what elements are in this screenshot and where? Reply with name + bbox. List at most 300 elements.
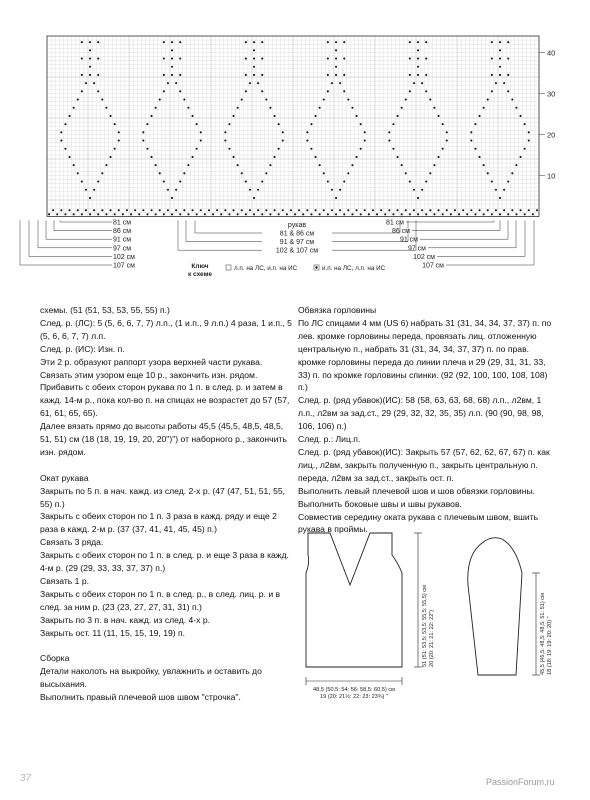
purl-dot bbox=[335, 58, 337, 60]
purl-dot bbox=[507, 74, 509, 76]
purl-dot bbox=[73, 213, 75, 215]
purl-dot bbox=[351, 107, 353, 109]
purl-dot bbox=[89, 213, 91, 215]
purl-dot bbox=[187, 107, 189, 109]
purl-dot bbox=[85, 82, 87, 84]
purl-dot bbox=[81, 74, 83, 76]
purl-dot bbox=[93, 82, 95, 84]
purl-dot bbox=[278, 148, 280, 150]
chart-svg bbox=[0, 0, 590, 290]
purl-dot bbox=[515, 213, 517, 215]
sleeve-schematic bbox=[460, 525, 570, 695]
purl-dot bbox=[315, 209, 317, 211]
purl-dot bbox=[97, 41, 99, 43]
purl-dot bbox=[142, 131, 144, 133]
purl-dot bbox=[347, 209, 349, 211]
purl-dot bbox=[196, 213, 198, 215]
purl-dot bbox=[282, 131, 284, 133]
purl-dot bbox=[101, 172, 103, 174]
purl-dot bbox=[413, 209, 415, 211]
purl-dot bbox=[97, 58, 99, 60]
purl-dot bbox=[64, 148, 66, 150]
purl-dot bbox=[499, 49, 501, 51]
right-paragraph: След. р. (ряд убавок)(ИС): 58 (58, 63, 63, 68, 68) л.п., л2вм, 1 л.п., л2вм за зад.ст., 29 (29, 32, 32, 35, 35) л.п. (90 (90, 98, 98, 106, 106) п.) bbox=[298, 395, 546, 432]
purl-dot bbox=[310, 123, 312, 125]
purl-dot bbox=[479, 115, 481, 117]
purl-dot bbox=[187, 164, 189, 166]
purl-dot bbox=[343, 74, 345, 76]
purl-dot bbox=[167, 82, 169, 84]
purl-dot bbox=[343, 90, 345, 92]
purl-dot bbox=[429, 172, 431, 174]
purl-dot bbox=[179, 90, 181, 92]
purl-dot bbox=[479, 209, 481, 211]
purl-dot bbox=[507, 58, 509, 60]
purl-dot bbox=[413, 189, 415, 191]
purl-dot bbox=[503, 209, 505, 211]
purl-dot bbox=[433, 213, 435, 215]
purl-dot bbox=[499, 213, 501, 215]
purl-dot bbox=[179, 58, 181, 60]
purl-dot bbox=[101, 209, 103, 211]
purl-dot bbox=[339, 209, 341, 211]
vest-height-label-2: 20 (20: 21: 21: 22: 22") bbox=[429, 609, 435, 667]
purl-dot bbox=[524, 148, 526, 150]
purl-dot bbox=[228, 148, 230, 150]
purl-dot bbox=[491, 213, 493, 215]
purl-dot bbox=[167, 209, 169, 211]
row-number: 20 bbox=[547, 130, 556, 140]
left-paragraph: Связать этим узором еще 10 р., закончить изн. рядом. bbox=[40, 369, 258, 380]
purl-dot bbox=[401, 164, 403, 166]
purl-dot bbox=[286, 213, 288, 215]
purl-dot bbox=[409, 213, 411, 215]
purl-dot bbox=[351, 213, 353, 215]
purl-dot bbox=[97, 90, 99, 92]
purl-dot bbox=[520, 209, 522, 211]
purl-dot bbox=[118, 209, 120, 211]
purl-dot bbox=[175, 82, 177, 84]
purl-dot bbox=[302, 213, 304, 215]
purl-dot bbox=[282, 140, 284, 142]
purl-dot bbox=[237, 213, 239, 215]
purl-dot bbox=[155, 213, 157, 215]
purl-dot bbox=[327, 58, 329, 60]
purl-dot bbox=[151, 156, 153, 158]
purl-dot bbox=[483, 164, 485, 166]
purl-dot bbox=[503, 189, 505, 191]
purl-dot bbox=[171, 213, 173, 215]
purl-dot bbox=[241, 209, 243, 211]
purl-dot bbox=[200, 209, 202, 211]
purl-dot bbox=[265, 172, 267, 174]
purl-dot bbox=[335, 74, 337, 76]
purl-dot bbox=[278, 123, 280, 125]
left-paragraph: схемы. (51 (51, 53, 53, 55, 55) п.) bbox=[40, 305, 170, 315]
purl-dot bbox=[499, 66, 501, 68]
purl-dot bbox=[503, 82, 505, 84]
purl-dot bbox=[520, 156, 522, 158]
right-paragraph: Обвязка горловины bbox=[298, 305, 377, 315]
purl-dot bbox=[274, 156, 276, 158]
knitting-chart bbox=[0, 0, 590, 290]
purl-dot bbox=[81, 90, 83, 92]
purl-dot bbox=[528, 131, 530, 133]
purl-dot bbox=[511, 99, 513, 101]
purl-dot bbox=[228, 123, 230, 125]
purl-dot bbox=[224, 140, 226, 142]
sleeve-length-label-1: 45,5 (45,5: 48,5: 48,5: 51: 51) см bbox=[540, 593, 546, 675]
purl-dot bbox=[274, 115, 276, 117]
row-number: 10 bbox=[547, 171, 556, 181]
purl-dot bbox=[48, 213, 50, 215]
purl-dot bbox=[171, 58, 173, 60]
purl-dot bbox=[163, 181, 165, 183]
purl-dot bbox=[163, 74, 165, 76]
purl-dot bbox=[343, 213, 345, 215]
purl-dot bbox=[261, 90, 263, 92]
size-label: 81 см bbox=[113, 219, 132, 227]
purl-dot bbox=[306, 131, 308, 133]
vest-schematic bbox=[298, 525, 458, 720]
purl-dot bbox=[425, 41, 427, 43]
purl-dot bbox=[253, 197, 255, 199]
purl-dot bbox=[269, 107, 271, 109]
right-paragraph: Совместив середину оката рукава с плечевым швом, вшить рукава в проймы. bbox=[298, 511, 541, 535]
vest-width-label-2: 19 (20: 21½: 22: 23: 23¾) " bbox=[320, 694, 388, 700]
purl-dot bbox=[499, 197, 501, 199]
size-label: 102 см bbox=[413, 253, 435, 261]
purl-dot bbox=[77, 172, 79, 174]
right-text-column bbox=[298, 304, 556, 536]
purl-dot bbox=[77, 209, 79, 211]
purl-dot bbox=[310, 148, 312, 150]
purl-dot bbox=[347, 99, 349, 101]
purl-dot bbox=[69, 156, 71, 158]
right-paragraph: По ЛС спицами 4 мм (US 6) набрать 31 (31, 34, 34, 37, 37) п. по лев. кромке горловины переда, провязать лиц. отложенную центральную п., набрать 31 (31, 34, 34, 37, 37) п. по прав. кромке горловины переда до линии плеча и 29 (29, 31, 31, 33, 33) п. по кромке горловины спинки. (92 (92, 100, 100, 108, 108) п.) bbox=[298, 317, 554, 393]
purl-dot bbox=[409, 90, 411, 92]
purl-dot bbox=[253, 213, 255, 215]
purl-dot bbox=[192, 209, 194, 211]
purl-dot bbox=[89, 66, 91, 68]
purl-dot bbox=[507, 90, 509, 92]
purl-dot bbox=[212, 213, 214, 215]
purl-dot bbox=[306, 209, 308, 211]
purl-dot bbox=[483, 213, 485, 215]
sleeve-outline bbox=[468, 538, 522, 675]
purl-dot bbox=[298, 209, 300, 211]
purl-dot bbox=[401, 213, 403, 215]
purl-dot bbox=[335, 49, 337, 51]
purl-dot bbox=[458, 213, 460, 215]
purl-dot bbox=[515, 107, 517, 109]
purl-dot bbox=[233, 209, 235, 211]
purl-dot bbox=[122, 213, 124, 215]
purl-dot bbox=[417, 58, 419, 60]
purl-dot bbox=[499, 41, 501, 43]
size-label: 86 см bbox=[113, 228, 132, 236]
size-label: 102 см bbox=[113, 253, 135, 261]
purl-dot bbox=[487, 172, 489, 174]
purl-dot bbox=[442, 123, 444, 125]
purl-dot bbox=[536, 209, 538, 211]
purl-dot bbox=[261, 41, 263, 43]
purl-dot bbox=[474, 148, 476, 150]
purl-dot bbox=[249, 189, 251, 191]
purl-dot bbox=[253, 66, 255, 68]
key-title: к схеме bbox=[188, 271, 212, 278]
purl-dot bbox=[196, 148, 198, 150]
vest-height-label-1: 51 (51: 53,5: 53,5: 55,5: 55,5) см bbox=[422, 585, 428, 667]
paragraph-gap bbox=[40, 640, 292, 653]
purl-dot bbox=[159, 172, 161, 174]
purl-dot bbox=[417, 41, 419, 43]
purl-dot bbox=[323, 172, 325, 174]
purl-dot bbox=[438, 156, 440, 158]
purl-dot bbox=[425, 90, 427, 92]
purl-dot bbox=[343, 58, 345, 60]
purl-dot bbox=[233, 156, 235, 158]
sleeve-length-label-2: 18 (18: 19: 19: 20: 20) " bbox=[547, 616, 553, 675]
purl-dot bbox=[425, 181, 427, 183]
size-label: 91 см bbox=[113, 236, 132, 244]
size-label: 97 см bbox=[113, 245, 132, 253]
left-paragraph: Сборка bbox=[40, 653, 70, 664]
key-dot-text: и.п. на ЛС, л.п. на ИС bbox=[322, 265, 386, 272]
purl-dot bbox=[343, 181, 345, 183]
purl-dot bbox=[339, 189, 341, 191]
purl-dot bbox=[265, 99, 267, 101]
left-paragraph: След. р. (ЛС): 5 (5, 6, 6, 7, 7) л.п., (1 и.п., 9 л.п.) 4 раза, 1 и.п., 5 (5, 6, 6, 7, 7) л.п. bbox=[40, 317, 295, 341]
purl-dot bbox=[433, 164, 435, 166]
purl-dot bbox=[105, 164, 107, 166]
purl-dot bbox=[93, 189, 95, 191]
purl-dot bbox=[261, 58, 263, 60]
purl-dot bbox=[159, 99, 161, 101]
key-title: Ключ bbox=[191, 263, 209, 270]
vest-outline bbox=[306, 533, 402, 667]
purl-dot bbox=[335, 66, 337, 68]
size-label: 107 см bbox=[422, 262, 444, 270]
purl-dot bbox=[450, 213, 452, 215]
purl-dot bbox=[331, 82, 333, 84]
purl-dot bbox=[421, 189, 423, 191]
purl-dot bbox=[200, 140, 202, 142]
purl-dot bbox=[499, 74, 501, 76]
purl-dot bbox=[97, 181, 99, 183]
purl-dot bbox=[245, 41, 247, 43]
row-number: 40 bbox=[547, 48, 556, 58]
purl-dot bbox=[487, 209, 489, 211]
purl-dot bbox=[388, 140, 390, 142]
left-paragraph: Выполнить правый плечевой шов швом "строчка". bbox=[40, 692, 241, 703]
purl-dot bbox=[524, 123, 526, 125]
sleeve-size-label: 102 & 107 см bbox=[275, 247, 319, 255]
purl-dot bbox=[401, 107, 403, 109]
purl-dot bbox=[126, 209, 128, 211]
purl-dot bbox=[347, 172, 349, 174]
left-paragraph: Закрыть ост. 11 (11, 15, 15, 19, 19) п. bbox=[40, 627, 186, 638]
purl-dot bbox=[474, 123, 476, 125]
purl-dot bbox=[85, 189, 87, 191]
purl-dot bbox=[384, 213, 386, 215]
purl-dot bbox=[397, 209, 399, 211]
purl-dot bbox=[146, 148, 148, 150]
purl-dot bbox=[397, 115, 399, 117]
purl-dot bbox=[392, 148, 394, 150]
purl-dot bbox=[257, 82, 259, 84]
purl-dot bbox=[409, 181, 411, 183]
purl-dot bbox=[89, 197, 91, 199]
purl-dot bbox=[97, 213, 99, 215]
purl-dot bbox=[327, 41, 329, 43]
purl-dot bbox=[409, 74, 411, 76]
purl-dot bbox=[138, 213, 140, 215]
purl-dot bbox=[130, 213, 132, 215]
purl-dot bbox=[245, 213, 247, 215]
purl-dot bbox=[331, 209, 333, 211]
size-label: 97 см bbox=[407, 245, 426, 253]
purl-dot bbox=[253, 49, 255, 51]
purl-dot bbox=[253, 41, 255, 43]
left-paragraph: Далее вязать прямо до высоты работы 45,5 (45,5, 48,5, 48,5, 51, 51) см (18 (18, 19, 19, 20, 20")") от наборного р., закончить изн. рядом. bbox=[40, 421, 290, 457]
purl-dot bbox=[183, 99, 185, 101]
purl-dot bbox=[495, 189, 497, 191]
left-paragraph: Закрыть по 5 п. в нач. кажд. из след. 2-х р. (47 (47, 51, 51, 55, 55) п.) bbox=[40, 485, 288, 509]
purl-dot bbox=[282, 209, 284, 211]
purl-dot bbox=[327, 181, 329, 183]
purl-dot bbox=[319, 164, 321, 166]
purl-dot bbox=[421, 82, 423, 84]
purl-dot bbox=[323, 209, 325, 211]
purl-dot bbox=[360, 213, 362, 215]
purl-dot bbox=[315, 156, 317, 158]
purl-dot bbox=[261, 74, 263, 76]
purl-dot bbox=[64, 213, 66, 215]
purl-dot bbox=[487, 99, 489, 101]
size-label: 107 см bbox=[113, 262, 135, 270]
purl-dot bbox=[241, 99, 243, 101]
purl-dot bbox=[60, 209, 62, 211]
purl-dot bbox=[524, 213, 526, 215]
purl-dot bbox=[183, 172, 185, 174]
purl-dot bbox=[438, 209, 440, 211]
purl-dot bbox=[110, 156, 112, 158]
purl-dot bbox=[60, 140, 62, 142]
left-text-column bbox=[40, 304, 295, 704]
purl-dot bbox=[69, 115, 71, 117]
purl-dot bbox=[417, 213, 419, 215]
purl-dot bbox=[142, 140, 144, 142]
purl-dot bbox=[343, 41, 345, 43]
purl-dot bbox=[110, 115, 112, 117]
purl-dot bbox=[364, 131, 366, 133]
purl-dot bbox=[237, 164, 239, 166]
purl-dot bbox=[81, 41, 83, 43]
purl-dot bbox=[105, 213, 107, 215]
purl-dot bbox=[388, 131, 390, 133]
purl-dot bbox=[290, 209, 292, 211]
purl-dot bbox=[159, 209, 161, 211]
purl-dot bbox=[417, 49, 419, 51]
purl-dot bbox=[208, 209, 210, 211]
purl-dot bbox=[532, 213, 534, 215]
purl-dot bbox=[294, 213, 296, 215]
purl-dot bbox=[89, 41, 91, 43]
purl-dot bbox=[179, 181, 181, 183]
purl-dot bbox=[405, 99, 407, 101]
purl-dot bbox=[491, 41, 493, 43]
purl-dot bbox=[171, 74, 173, 76]
purl-dot bbox=[269, 164, 271, 166]
purl-dot bbox=[163, 41, 165, 43]
purl-dot bbox=[253, 74, 255, 76]
left-paragraph: Закрыть по 3 п. в нач. кажд. из след. 4-х р. bbox=[40, 614, 211, 625]
purl-dot bbox=[269, 213, 271, 215]
purl-dot bbox=[175, 189, 177, 191]
purl-dot bbox=[64, 123, 66, 125]
purl-dot bbox=[507, 181, 509, 183]
purl-dot bbox=[511, 172, 513, 174]
purl-dot bbox=[331, 189, 333, 191]
purl-dot bbox=[442, 148, 444, 150]
purl-dot bbox=[335, 197, 337, 199]
left-paragraph: Прибавить с обеих сторон рукава по 1 п. в след. р. и затем в кажд. 14-м р., пока кол-во п. на спицах не возрастет до 57 (57, 61, 61, 65, 65). bbox=[40, 382, 292, 419]
purl-dot bbox=[93, 209, 95, 211]
purl-dot bbox=[360, 148, 362, 150]
purl-dot bbox=[220, 213, 222, 215]
purl-dot bbox=[376, 213, 378, 215]
purl-dot bbox=[306, 140, 308, 142]
purl-dot bbox=[228, 213, 230, 215]
purl-dot bbox=[196, 123, 198, 125]
purl-dot bbox=[479, 156, 481, 158]
purl-dot bbox=[265, 209, 267, 211]
purl-dot bbox=[425, 74, 427, 76]
purl-dot bbox=[257, 209, 259, 211]
purl-dot bbox=[470, 140, 472, 142]
purl-dot bbox=[356, 115, 358, 117]
purl-dot bbox=[77, 99, 79, 101]
purl-dot bbox=[310, 213, 312, 215]
purl-dot bbox=[319, 107, 321, 109]
purl-dot bbox=[253, 58, 255, 60]
purl-dot bbox=[163, 213, 165, 215]
purl-dot bbox=[495, 82, 497, 84]
purl-dot bbox=[278, 213, 280, 215]
purl-dot bbox=[114, 123, 116, 125]
purl-dot bbox=[491, 181, 493, 183]
purl-dot bbox=[192, 156, 194, 158]
purl-dot bbox=[167, 189, 169, 191]
purl-dot bbox=[216, 209, 218, 211]
purl-dot bbox=[146, 213, 148, 215]
size-label: 91 см bbox=[399, 236, 418, 244]
vest-width-label-1: 48,5 (50,5: 54: 56: 58,5: 60,5) см bbox=[313, 687, 395, 693]
purl-dot bbox=[511, 209, 513, 211]
purl-dot bbox=[73, 164, 75, 166]
purl-dot bbox=[425, 58, 427, 60]
purl-dot bbox=[224, 131, 226, 133]
purl-dot bbox=[356, 209, 358, 211]
purl-dot bbox=[454, 209, 456, 211]
page-number: 37 bbox=[20, 773, 32, 784]
purl-dot bbox=[179, 74, 181, 76]
purl-dot bbox=[192, 115, 194, 117]
purl-dot bbox=[470, 131, 472, 133]
key-empty-text: л.п. на ЛС, и.п. на ИС bbox=[234, 265, 298, 272]
purl-dot bbox=[315, 115, 317, 117]
